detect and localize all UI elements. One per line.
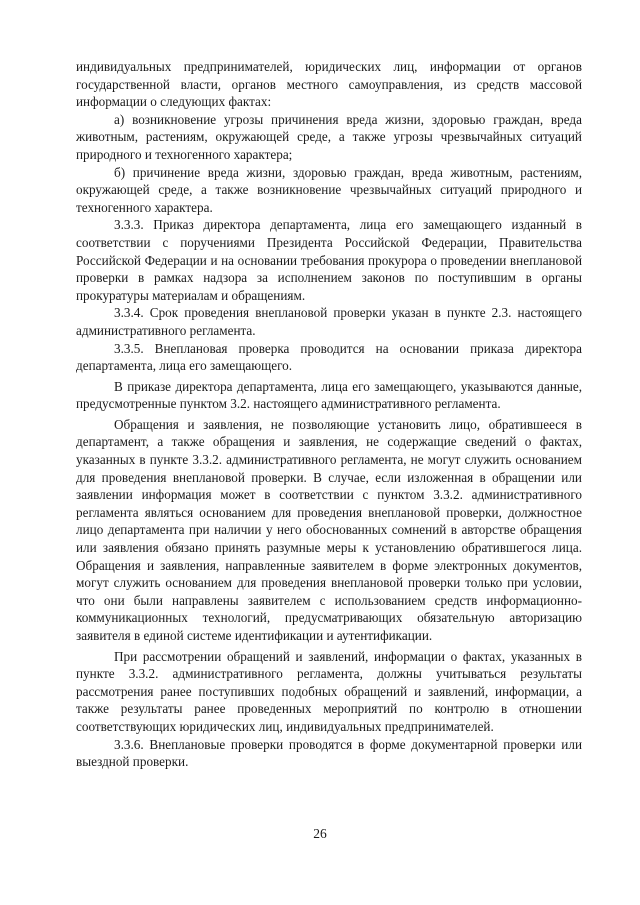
paragraph-intro-continuation: индивидуальных предпринимателей, юридических лиц, информации от органов государственной власти, органов местного самоуправления, из средств массовой информации о следующих фактах: — [76, 59, 582, 110]
paragraph-3-3-3: 3.3.3. Приказ директора департамента, лица его замещающего изданный в соответствии с поручениями Президента Российской Федерации, Правительства Российской Федерации и на основании требования прокурора о проведении внеплановой проверки в рамках надзора за исполнением законов по поступившим в органы прокуратуры материалам и обращениям. — [76, 217, 582, 303]
paragraph-appeals: Обращения и заявления, не позволяющие установить лицо, обратившееся в департамент, а также обращения и заявления, не содержащие сведений о фактах, указанных в пункте 3.3.2. административного регламента, не могут служить основанием для проведения внеплановой проверки. В случае, если изложенная в обращении или заявлении информация может в соответствии с пунктом 3.3.2. административного регламента являться основанием для проведения внеплановой проверки, должностное лицо департамента при наличии у него обоснованных сомнений в авторстве обращения или заявления обязано принять разумные меры к установлению обратившегося лица. Обращения и заявления, направленные заявителем в форме электронных документов, могут служить основанием для проведения внеплановой проверки только при условии, что они были направлены заявителем с использованием средств информационно-коммуникационных технологий, предусматривающих обязательную авторизацию заявителя в единой системе идентификации и аутентификации. — [76, 416, 582, 643]
paragraph-consideration: При рассмотрении обращений и заявлений, информации о фактах, указанных в пункте 3.3.2. административного регламента, должны учитываться результаты рассмотрения ранее поступивших подобных обращений и заявлений, информации, а также результаты ранее проведенных мероприятий по контролю в отношении соответствующих юридических лиц, индивидуальных предпринимателей. — [76, 648, 582, 734]
paragraph-item-a: а) возникновение угрозы причинения вреда жизни, здоровью граждан, вреда животным, растениям, окружающей среде, а также угрозы чрезвычайных ситуаций природного и техногенного характера; — [76, 111, 582, 162]
document-body — [76, 58, 582, 771]
page-number: 26 — [313, 826, 327, 841]
paragraph-3-3-6: 3.3.6. Внеплановые проверки проводятся в форме документарной проверки или выездной проверки. — [76, 736, 582, 770]
paragraph-item-b: б) причинение вреда жизни, здоровью граждан, вреда животным, растениям, окружающей среде, а также возникновение чрезвычайных ситуаций природного и техногенного характера. — [76, 164, 582, 215]
paragraph-order-data: В приказе директора департамента, лица его замещающего, указываются данные, предусмотренные пунктом 3.2. настоящего административного регламента. — [76, 378, 582, 412]
paragraph-3-3-5: 3.3.5. Внеплановая проверка проводится на основании приказа директора департамента, лица его замещающего. — [76, 340, 582, 374]
paragraph-3-3-4: 3.3.4. Срок проведения внеплановой проверки указан в пункте 2.3. настоящего административного регламента. — [76, 305, 582, 338]
